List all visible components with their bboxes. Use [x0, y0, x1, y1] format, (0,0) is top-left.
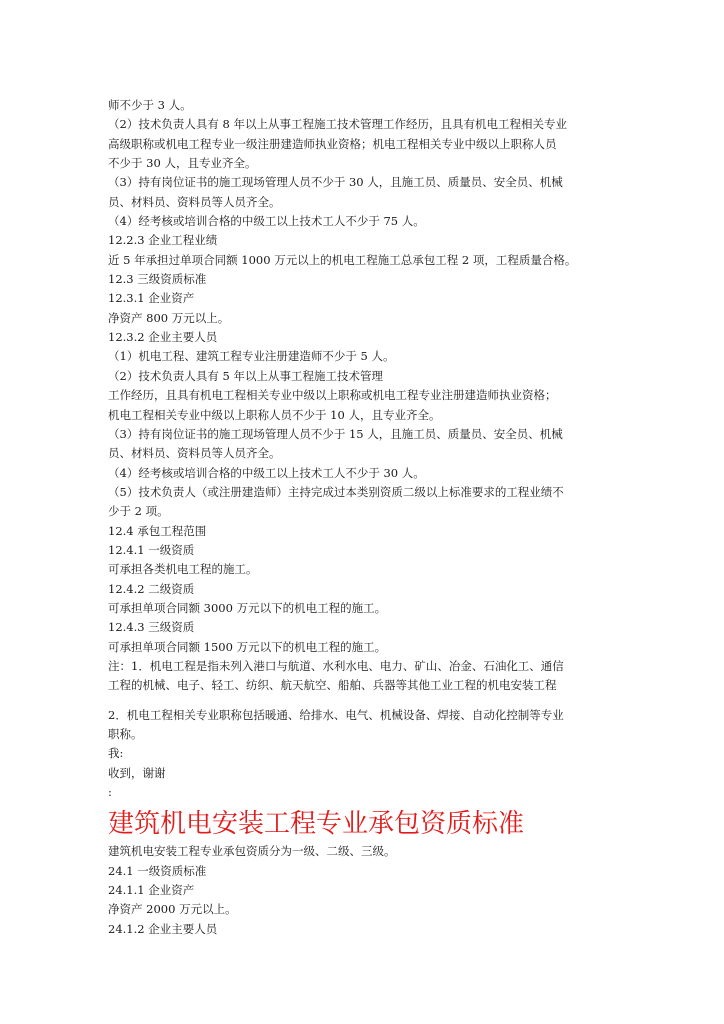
- blank-space: [108, 696, 620, 706]
- section-heading: 12.3.2 企业主要人员: [108, 330, 218, 345]
- text-line: （2）技术负责人具有 8 年以上从事工程施工技术管理工作经历，且具有机电工程相关专业: [108, 117, 567, 132]
- section-heading: 12.4.2 二级资质: [108, 581, 195, 596]
- text-line: 少于 2 项。: [108, 504, 169, 519]
- note-line: 工程的机械、电子、轻工、纺织、航天航空、船舶、兵器等其他工业工程的机电安装工程: [108, 678, 557, 693]
- text-line: 可承担各类机电工程的施工。: [108, 562, 258, 577]
- text-line: 建筑机电安装工程专业承包资质分为一级、二级、三级。: [108, 844, 396, 859]
- text-line: 近 5 年承担过单项合同额 1000 万元以上的机电工程施工总承包工程 2 项，工程质量合格。: [108, 252, 577, 267]
- text-line: 净资产 2000 万元以上。: [108, 902, 237, 917]
- text-line: （4）经考核或培训合格的中级工以上技术工人不少于 30 人。: [108, 465, 425, 480]
- text-line: 师不少于 3 人。: [108, 98, 192, 112]
- section-heading: 12.2.3 企业工程业绩: [108, 233, 218, 248]
- document-title: 建筑机电安装工程专业承包资质标准: [108, 809, 525, 840]
- section-heading: 12.3.1 企业资产: [108, 291, 195, 306]
- text-line: :: [108, 785, 112, 800]
- text-line: 机电工程相关专业中级以上职称人员不少于 10 人，且专业齐全。: [108, 407, 441, 422]
- text-line: 我:: [108, 746, 124, 761]
- section-heading: 24.1 一级资质标准: [108, 863, 207, 878]
- text-line: 可承担单项合同额 1500 万元以下的机电工程的施工。: [108, 639, 387, 654]
- text-line: 收到，谢谢: [108, 765, 166, 780]
- text-line: （2）技术负责人具有 5 年以上从事工程施工技术管理: [108, 368, 383, 383]
- text-line: （3）持有岗位证书的施工现场管理人员不少于 30 人，且施工员、质量员、安全员、机械: [108, 175, 563, 190]
- text-line: 不少于 30 人，且专业齐全。: [108, 156, 257, 171]
- section-heading: 24.1.1 企业资产: [108, 883, 195, 898]
- text-line: （1）机电工程、建筑工程专业注册建造师不少于 5 人。: [108, 349, 395, 364]
- text-line: 员、材料员、资料员等人员齐全。: [108, 446, 281, 461]
- text-line: 工作经历，且具有机电工程相关专业中级以上职称或机电工程专业注册建造师执业资格；: [108, 388, 557, 403]
- section-heading: 12.4 承包工程范围: [108, 523, 207, 538]
- text-line: 员、材料员、资料员等人员齐全。: [108, 194, 281, 209]
- text-line: 高级职称或机电工程专业一级注册建造师执业资格；机电工程相关专业中级以上职称人员: [108, 136, 557, 151]
- section-heading: 12.3 三级资质标准: [108, 272, 207, 287]
- section-heading: 12.4.1 一级资质: [108, 542, 195, 557]
- text-line: 净资产 800 万元以上。: [108, 310, 230, 325]
- section-heading: 12.4.3 三级资质: [108, 620, 195, 635]
- text-line: （3）持有岗位证书的施工现场管理人员不少于 15 人，且施工员、质量员、安全员、机械: [108, 426, 563, 441]
- document-body: [108, 96, 620, 939]
- text-line: （5）技术负责人（或注册建造师）主持完成过本类别资质二级以上标准要求的工程业绩不: [108, 484, 564, 499]
- note-line: 2．机电工程相关专业职称包括暖通、给排水、电气、机械设备、焊接、自动化控制等专业: [108, 707, 564, 722]
- note-line: 注：1．机电工程是指未列入港口与航道、水利水电、电力、矿山、冶金、石油化工、通信: [108, 658, 564, 673]
- text-line: 可承担单项合同额 3000 万元以下的机电工程的施工。: [108, 600, 387, 615]
- text-line: 职称。: [108, 727, 143, 741]
- text-line: （4）经考核或培训合格的中级工以上技术工人不少于 75 人。: [108, 214, 425, 229]
- section-heading: 24.1.2 企业主要人员: [108, 921, 218, 936]
